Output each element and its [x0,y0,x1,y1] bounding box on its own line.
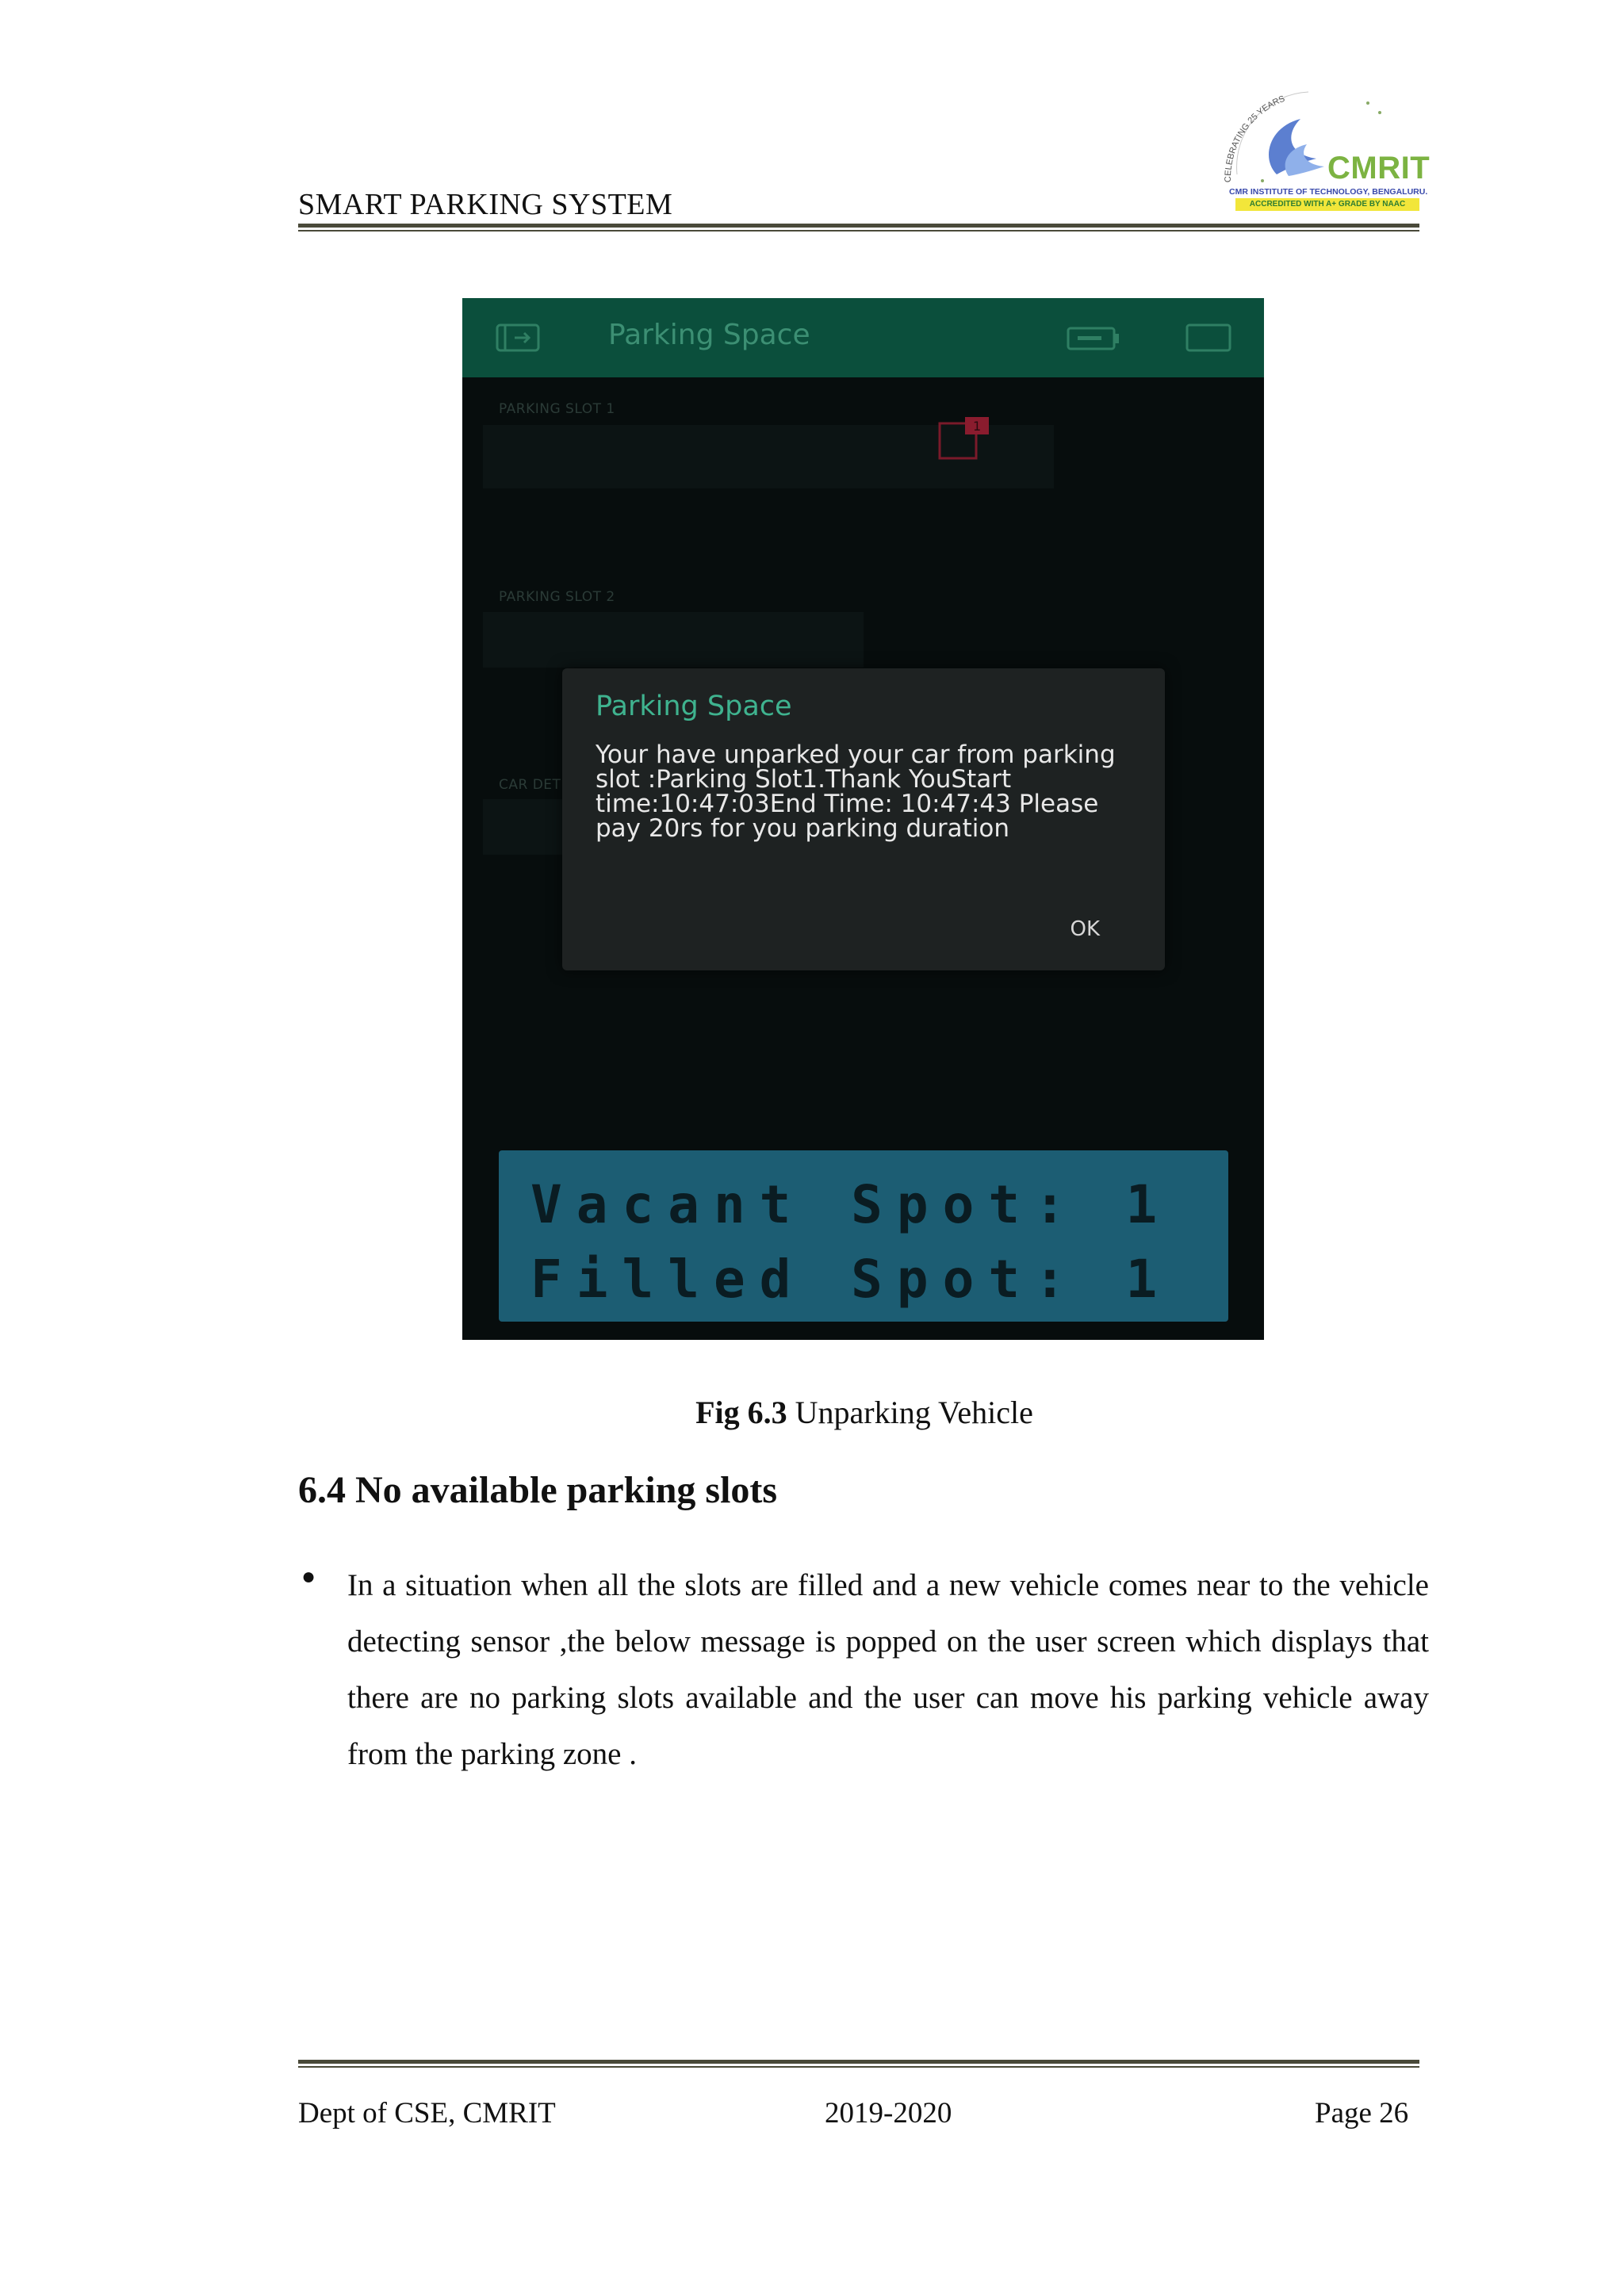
running-header-title: SMART PARKING SYSTEM [298,188,673,221]
header-rule-thick [298,224,1419,228]
footer-rule-thin [298,2066,1419,2068]
header-rule-thin [298,230,1419,232]
footer-dept: Dept of CSE, CMRIT [298,2097,556,2130]
app-bar [462,298,1264,377]
app-screenshot [462,298,1264,1340]
footer-year: 2019-2020 [825,2097,952,2130]
overflow-square-icon[interactable] [1184,322,1233,354]
logo-arc-text: CELEBRATING 25 YEARS [1223,94,1287,183]
caption-text: Unparking Vehicle [787,1395,1033,1430]
logo-subtitle: CMR INSTITUTE OF TECHNOLOGY, BENGALURU. [1229,187,1428,197]
footer-rule-thick [298,2060,1419,2064]
logo-name: CMRIT [1327,151,1431,186]
lcd-vacant-line: Vacant Spot: 1 [530,1174,1172,1235]
cmrit-logo [1213,79,1431,214]
section-heading: 6.4 No available parking slots [298,1469,778,1511]
caption-label: Fig 6.3 [695,1395,787,1430]
footer-page-number: Page 26 [1315,2097,1409,2130]
slot2-label: PARKING SLOT 2 [499,589,615,605]
svg-text:1: 1 [973,419,982,434]
dialog-title: Parking Space [596,691,792,722]
car-parked-icon [936,414,994,463]
battery-icon [1065,322,1122,354]
lcd-filled-line: Filled Spot: 1 [530,1249,1172,1310]
figure-caption [0,1394,1624,1431]
car-detect-label: CAR DET [499,777,561,793]
slot2-widget [483,612,864,668]
back-icon[interactable] [494,322,542,354]
body-paragraph: In a situation when all the slots are filled and a new vehicle comes near to the vehicle detecting sensor ,the below message is popped on the user screen which displays that there are no parking slots available and the user can move his parking vehicle away from the parking zone . [347,1568,1429,1771]
logo-accreditation: ACCREDITED WITH A+ GRADE BY NAAC [1235,198,1419,211]
lcd-display [499,1150,1228,1322]
dialog-message: Your have unparked your car from parking slot :Parking Slot1.Thank YouStart time:10:47:03End Time: 10:47:43 Please pay 20rs for you parking duration [596,740,1116,843]
bullet-marker: ● [301,1563,316,1590]
unpark-dialog [562,668,1165,970]
dialog-ok-button[interactable]: OK [1070,917,1100,941]
slot1-label: PARKING SLOT 1 [499,401,615,417]
app-bar-title: Parking Space [608,319,810,351]
